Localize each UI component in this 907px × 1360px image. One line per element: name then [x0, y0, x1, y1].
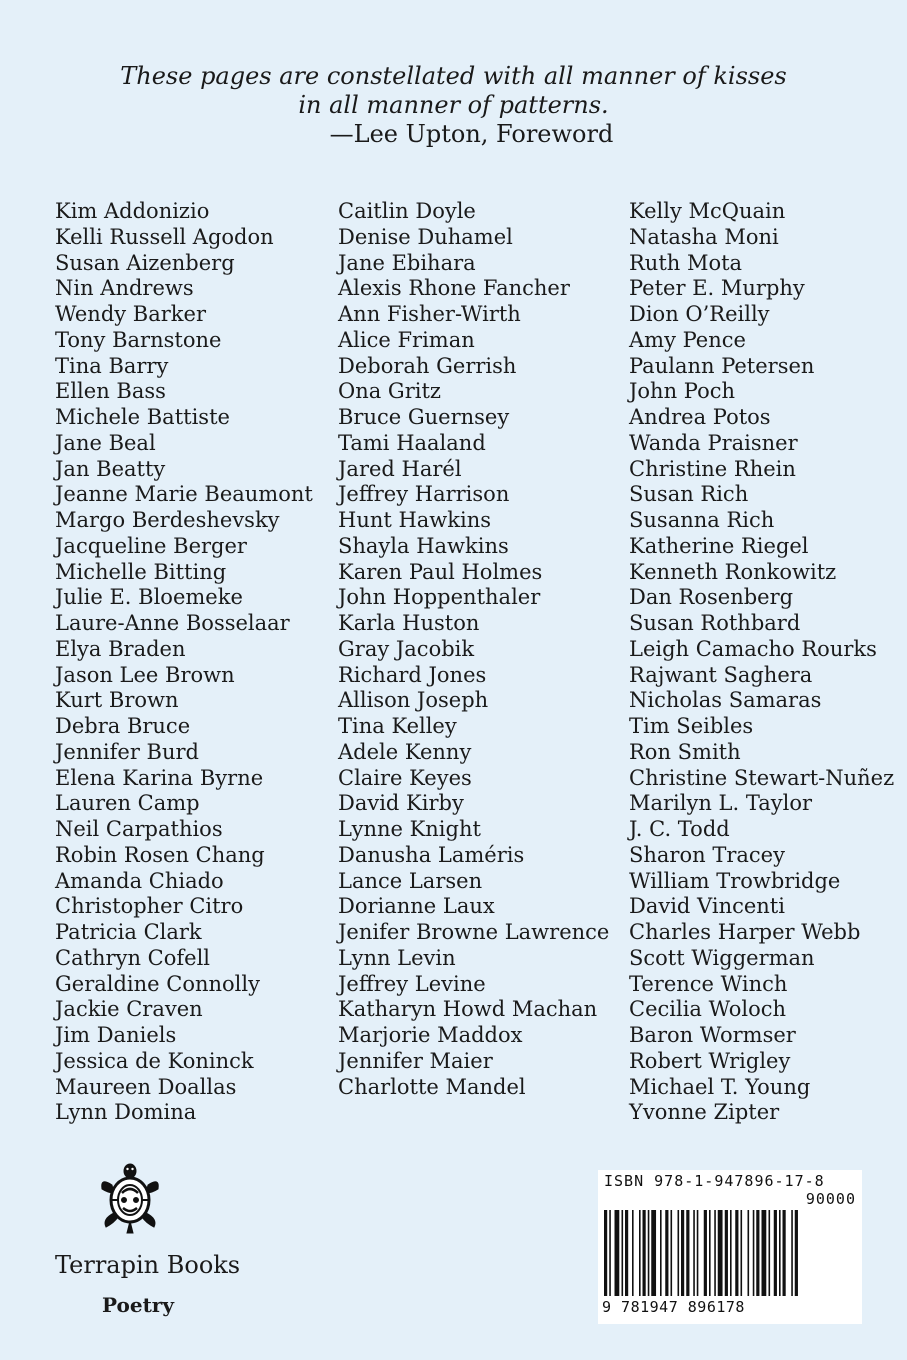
contributor-name: Gray Jacobik: [338, 636, 475, 661]
contributor-name: Lauren Camp: [55, 791, 200, 816]
contributor-name: Dorianne Laux: [338, 894, 495, 919]
contributor-name: Tony Barnstone: [55, 327, 222, 352]
contributor-name: Jessica de Koninck: [55, 1048, 254, 1073]
genre-label: Poetry: [102, 1293, 174, 1317]
contributor-name: Neil Carpathios: [55, 817, 223, 841]
contributor-name: Ron Smith: [629, 739, 741, 764]
contributor-name: Nin Andrews: [55, 276, 194, 301]
contributor-name: Amanda Chiado: [55, 868, 224, 893]
contributor-name: Jane Beal: [55, 430, 156, 455]
contributor-name: Dan Rosenberg: [629, 585, 794, 610]
contributor-name: Ann Fisher-Wirth: [338, 302, 521, 326]
contributor-name: Patricia Clark: [55, 920, 202, 944]
contributor-name: Lynn Levin: [338, 945, 456, 970]
contributor-name: Ellen Bass: [55, 379, 166, 404]
contributor-name: Kurt Brown: [55, 688, 179, 713]
contributor-name: Jennifer Maier: [338, 1048, 493, 1073]
contributor-name: Susan Rothbard: [629, 611, 801, 635]
contributor-name: Paulann Petersen: [629, 353, 815, 378]
contributor-name: Kenneth Ronkowitz: [629, 559, 837, 584]
contributor-name: Tami Haaland: [338, 430, 486, 455]
contributor-name: Tim Seibles: [629, 714, 754, 738]
cover-quote: [0, 62, 907, 149]
contributor-name: Wanda Praisner: [629, 430, 798, 455]
contributor-name: Rajwant Saghera: [629, 662, 813, 687]
contributor-name: John Hoppenthaler: [338, 585, 541, 610]
contributor-name: J. C. Todd: [629, 817, 730, 841]
contributors-column-3: [629, 199, 894, 1126]
contributor-name: Michele Battiste: [55, 405, 230, 429]
contributor-name: Sharon Tracey: [629, 842, 785, 867]
contributor-name: Jackie Craven: [55, 997, 203, 1022]
contributor-name: Jeffrey Levine: [338, 971, 486, 996]
contributor-name: Elya Braden: [55, 636, 186, 661]
contributor-name: Margo Berdeshevsky: [55, 508, 280, 532]
contributor-name: Geraldine Connolly: [55, 971, 260, 996]
contributor-name: Christine Stewart-Nuñez: [629, 765, 895, 790]
contributor-name: Baron Wormser: [629, 1023, 796, 1047]
contributor-name: Alexis Rhone Fancher: [338, 276, 570, 301]
contributor-name: Charles Harper Webb: [629, 920, 861, 944]
contributor-name: Jan Beatty: [55, 456, 166, 481]
contributor-name: Alice Friman: [338, 327, 475, 352]
contributor-name: Jennifer Burd: [55, 739, 199, 764]
turtle-icon: [98, 1163, 162, 1235]
contributor-name: Julie E. Bloemeke: [55, 585, 243, 610]
contributor-name: Elena Karina Byrne: [55, 765, 264, 790]
contributor-name: Deborah Gerrish: [338, 353, 517, 378]
contributor-name: Dion O’Reilly: [629, 302, 770, 326]
contributor-name: Cecilia Woloch: [629, 997, 787, 1022]
contributor-name: Kelli Russell Agodon: [55, 224, 274, 249]
contributor-name: Leigh Camacho Rourks: [629, 636, 877, 661]
contributor-name: Jason Lee Brown: [55, 662, 235, 687]
contributor-name: Tina Barry: [55, 353, 169, 378]
contributor-name: Robert Wrigley: [629, 1048, 791, 1073]
contributors-column-2: [338, 199, 609, 1100]
contributor-name: Jacqueline Berger: [55, 533, 247, 558]
quote-line: These pages are constellated with all manner of kisses: [120, 62, 787, 90]
contributor-name: Wendy Barker: [55, 302, 206, 326]
contributor-name: Jared Harél: [338, 456, 462, 481]
contributors-column-1: [55, 199, 313, 1126]
contributor-name: Jim Daniels: [55, 1023, 177, 1047]
contributor-name: Bruce Guernsey: [338, 405, 510, 429]
contributor-name: Charlotte Mandel: [338, 1074, 526, 1099]
contributor-name: Allison Joseph: [338, 688, 489, 713]
contributor-name: Katharyn Howd Machan: [338, 997, 598, 1022]
contributor-name: Natasha Moni: [629, 224, 779, 249]
contributor-name: Susanna Rich: [629, 508, 775, 532]
contributor-name: Denise Duhamel: [338, 224, 513, 249]
contributor-name: Tina Kelley: [338, 714, 457, 738]
contributor-name: Adele Kenny: [338, 739, 472, 764]
contributor-name: William Trowbridge: [629, 868, 841, 893]
price-addon-text: 90000: [805, 1190, 856, 1208]
contributor-name: Marilyn L. Taylor: [629, 791, 813, 816]
publisher-name: Terrapin Books: [55, 1251, 241, 1279]
barcode-digits: 9 781947 896178: [602, 1298, 745, 1316]
contributor-name: Robin Rosen Chang: [55, 842, 265, 867]
contributor-name: Marjorie Maddox: [338, 1023, 523, 1047]
contributor-name: Jenifer Browne Lawrence: [338, 920, 610, 944]
isbn-text: ISBN 978-1-947896-17-8: [604, 1172, 825, 1190]
contributor-name: Ruth Mota: [629, 250, 743, 275]
quote-line: in all manner of patterns.: [298, 91, 609, 119]
contributor-name: Amy Pence: [629, 327, 746, 352]
contributor-name: Lance Larsen: [338, 868, 483, 893]
contributor-name: Yvonne Zipter: [629, 1100, 780, 1125]
contributor-name: Terence Winch: [629, 971, 788, 996]
contributor-name: Karla Huston: [338, 611, 480, 635]
contributor-name: David Vincenti: [629, 894, 785, 919]
contributor-name: Michelle Bitting: [55, 559, 227, 584]
contributor-name: Nicholas Samaras: [629, 688, 822, 713]
contributor-name: Jeanne Marie Beaumont: [55, 482, 313, 507]
contributor-name: Michael T. Young: [629, 1074, 811, 1099]
contributor-name: Christine Rhein: [629, 456, 796, 481]
contributor-name: Lynn Domina: [55, 1100, 197, 1125]
barcode-bars: [602, 1210, 858, 1300]
contributor-name: Jane Ebihara: [338, 250, 476, 275]
contributor-name: Hunt Hawkins: [338, 508, 492, 532]
contributor-name: Susan Aizenberg: [55, 250, 235, 275]
contributor-name: Shayla Hawkins: [338, 533, 509, 558]
contributor-name: Kim Addonizio: [55, 199, 210, 223]
contributor-name: Ona Gritz: [338, 379, 441, 404]
contributor-name: Kelly McQuain: [629, 199, 786, 223]
contributor-name: John Poch: [629, 379, 735, 404]
quote-attribution: —Lee Upton, Foreword: [329, 120, 614, 148]
isbn-barcode: [598, 1170, 862, 1324]
contributor-name: David Kirby: [338, 791, 464, 816]
contributor-name: Richard Jones: [338, 662, 487, 687]
contributor-name: Katherine Riegel: [629, 533, 809, 558]
contributor-name: Danusha Laméris: [338, 842, 525, 867]
contributor-name: Peter E. Murphy: [629, 276, 805, 301]
contributor-name: Christopher Citro: [55, 894, 244, 919]
contributor-name: Susan Rich: [629, 482, 749, 507]
contributor-name: Jeffrey Harrison: [338, 482, 510, 507]
contributor-name: Debra Bruce: [55, 714, 191, 738]
contributor-name: Karen Paul Holmes: [338, 559, 543, 584]
contributor-name: Caitlin Doyle: [338, 199, 476, 223]
contributor-name: Cathryn Cofell: [55, 945, 210, 970]
contributor-name: Maureen Doallas: [55, 1074, 237, 1099]
contributor-name: Laure-Anne Bosselaar: [55, 611, 290, 635]
contributor-name: Andrea Potos: [629, 405, 771, 429]
contributor-name: Lynne Knight: [338, 817, 481, 841]
contributor-name: Claire Keyes: [338, 765, 472, 790]
contributor-name: Scott Wiggerman: [629, 945, 815, 970]
